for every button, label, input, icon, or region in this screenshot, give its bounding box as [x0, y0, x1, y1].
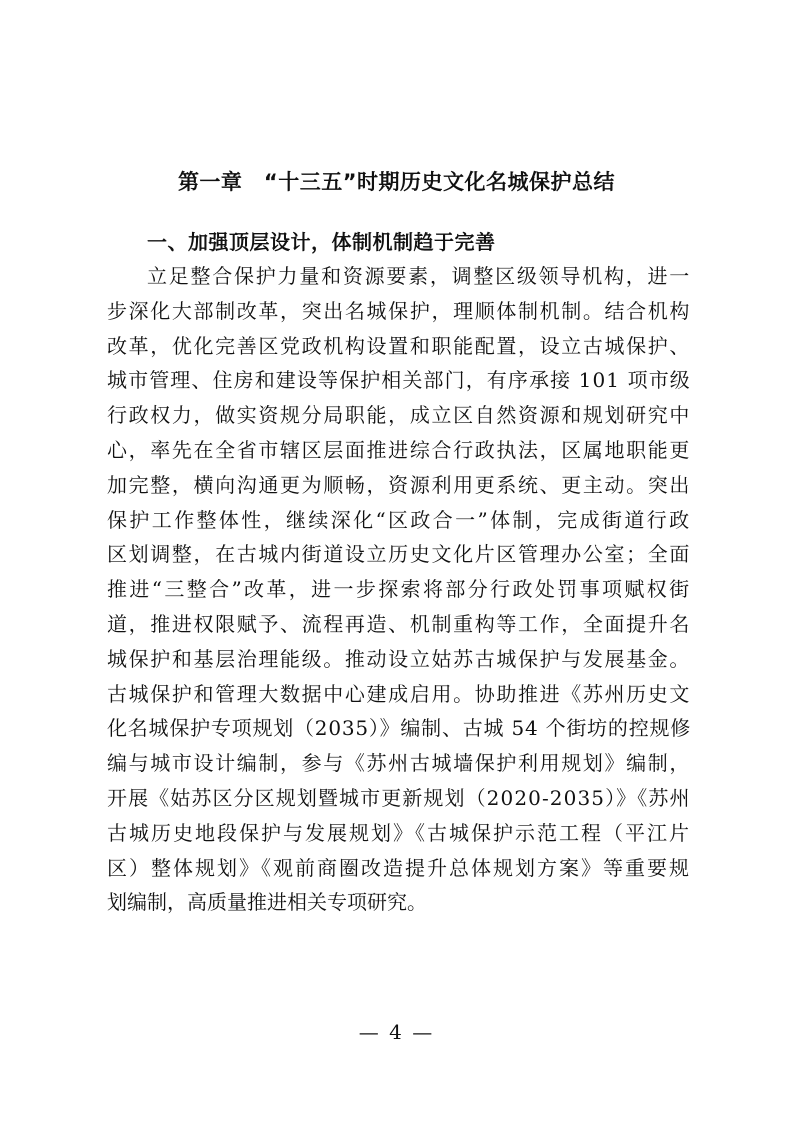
paragraph-line: 编与城市设计编制，参与《苏州古城墙保护利用规划》编制，: [107, 751, 691, 776]
paragraph-line: 立足整合保护力量和资源要素，调整区级领导机构，进一: [147, 264, 691, 288]
paragraph-line: 城保护和基层治理能级。推动设立姑苏古城保护与发展基金。: [107, 646, 691, 671]
paragraph-line: 改革，优化完善区党政机构设置和职能配置，设立古城保护、: [107, 333, 691, 358]
paragraph-line: 道，推进权限赋予、流程再造、机制重构等工作，全面提升名: [107, 611, 691, 636]
paragraph-line: 步深化大部制改革，突出名城保护，理顺体制机制。结合机构: [107, 298, 691, 323]
paragraph-line: 古城保护和管理大数据中心建成启用。协助推进《苏州历史文: [107, 681, 691, 706]
chapter-title: 第一章 “十三五”时期历史文化名城保护总结: [177, 170, 616, 194]
section-heading: 一、加强顶层设计，体制机制趋于完善: [147, 230, 496, 254]
paragraph-line: 心，率先在全省市辖区层面推进综合行政执法，区属地职能更: [107, 437, 691, 462]
paragraph-line: 化名城保护专项规划（2035）》编制、古城 54 个街坊的控规修: [107, 716, 692, 741]
paragraph-line: 加完整，横向沟通更为顺畅，资源利用更系统、更主动。突出: [107, 472, 691, 497]
paragraph-line: 古城历史地段保护与发展规划》《古城保护示范工程（平江片: [107, 820, 691, 845]
paragraph-line: 划编制，高质量推进相关专项研究。: [107, 890, 427, 915]
paragraph-line: 开展《姑苏区分区规划暨城市更新规划（2020-2035）》《苏州: [107, 785, 691, 810]
paragraph-line: 推进“三整合”改革，进一步探索将部分行政处罚事项赋权街: [107, 577, 692, 602]
paragraph-line: 城市管理、住房和建设等保护相关部门，有序承接 101 项市级: [107, 368, 691, 393]
body-paragraph: [107, 259, 691, 920]
paragraph-line: 保护工作整体性，继续深化“区政合一”体制，完成街道行政: [107, 507, 692, 532]
paragraph-line: 区）整体规划》《观前商圈改造提升总体规划方案》等重要规: [107, 855, 691, 880]
page-number: — 4 —: [358, 1020, 435, 1044]
paragraph-line: 行政权力，做实资规分局职能，成立区自然资源和规划研究中: [107, 403, 691, 428]
paragraph-line: 区划调整，在古城内街道设立历史文化片区管理办公室；全面: [107, 542, 691, 567]
